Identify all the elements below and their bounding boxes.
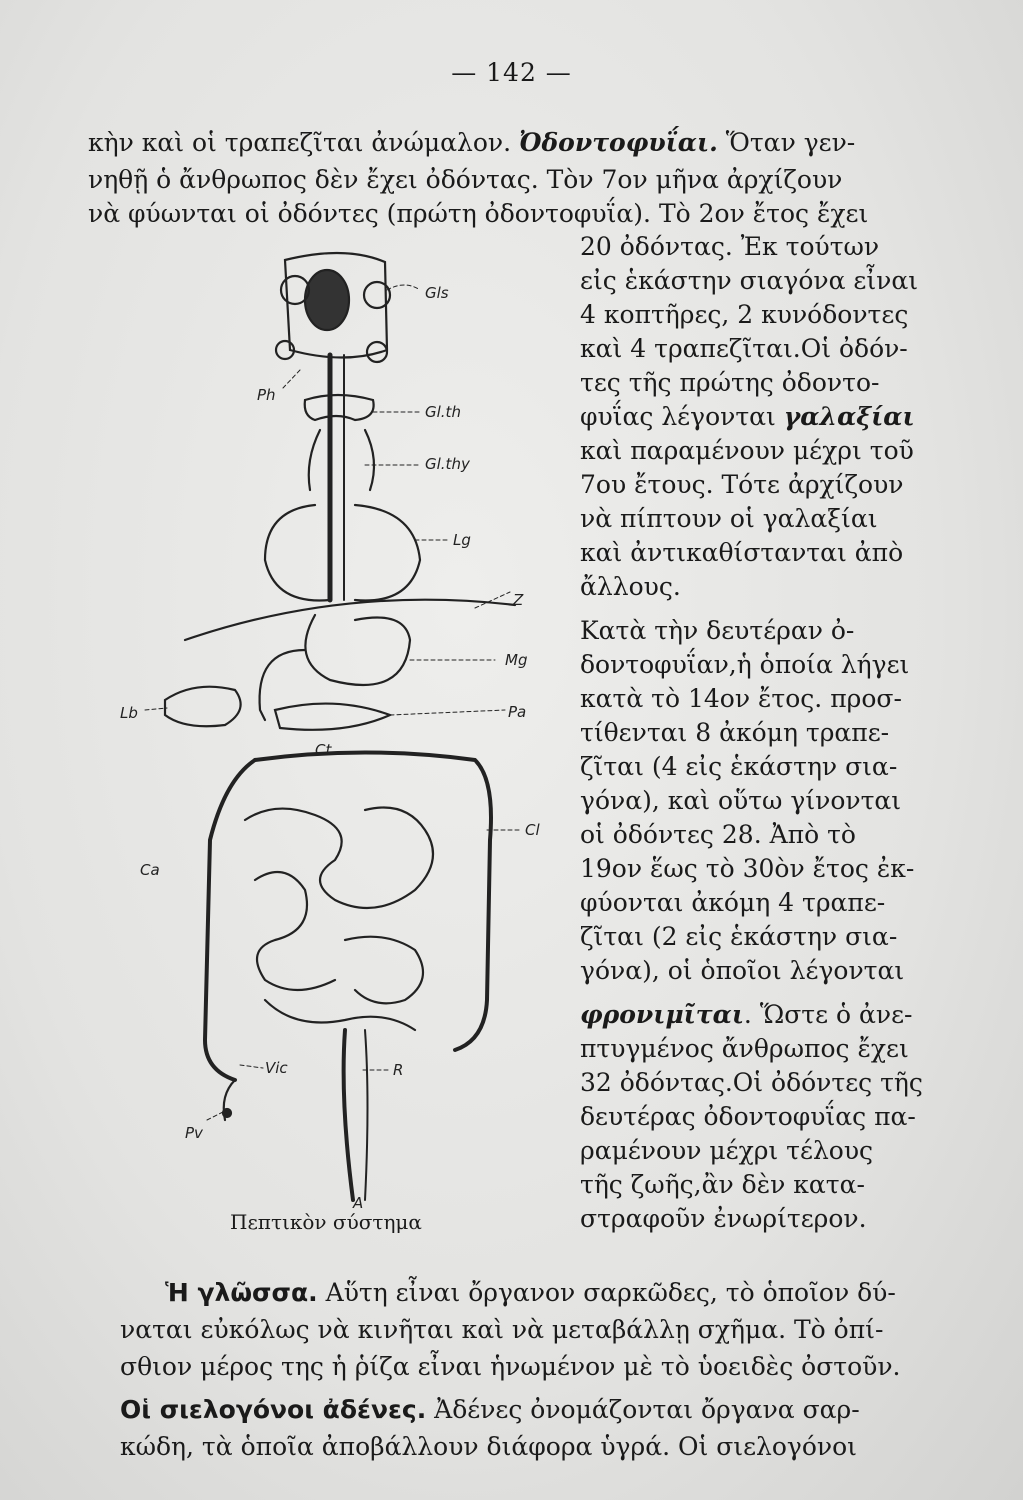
column-line: κατὰ τὸ 14ον ἔτος. προσ-: [580, 684, 902, 713]
column-line: καὶ ἀντικαθίστανται ἀπὸ: [580, 538, 904, 567]
column-line: καὶ παραμένουν μέχρι τοῦ: [580, 436, 914, 465]
column-line: εἰς ἑκάστην σιαγόνα εἶναι: [580, 266, 919, 295]
term-galaxiai: γαλαξίαι: [783, 402, 915, 431]
section-heading-odontofyiai: Ὀδοντοφυΐαι.: [519, 128, 718, 157]
label-mg: Mg: [505, 651, 528, 669]
digestive-system-illustration: [115, 240, 585, 1215]
bottom-line-4: [120, 1395, 860, 1425]
column-line: τες τῆς πρώτης ὀδοντο-: [580, 368, 880, 397]
label-lb: Lb: [120, 704, 138, 722]
figure-caption: Πεπτικὸν σύστημα: [230, 1210, 422, 1234]
label-r: R: [393, 1061, 404, 1079]
label-ph: Ph: [257, 386, 276, 404]
label-lg: Lg: [453, 531, 471, 549]
column-line: καὶ 4 τραπεζῖται.Οἱ ὀδόν-: [580, 334, 908, 363]
text-run: Αὕτη εἶναι ὄργανον σαρκῶδες, τὸ ὁποῖον δύ-: [317, 1278, 896, 1307]
text-run: φυΐας λέγονται: [580, 402, 784, 431]
text-run: Ὅταν γεν-: [717, 128, 856, 157]
label-cl: Cl: [525, 821, 540, 839]
column-line: [580, 402, 915, 432]
column-line: 4 κοπτῆρες, 2 κυνόδοντες: [580, 300, 909, 329]
label-ca: Ca: [140, 861, 160, 879]
label-pa: Pa: [508, 703, 527, 721]
section-heading-glossa: Ἡ γλῶσσα.: [165, 1278, 318, 1307]
column-line: στραφοῦν ἐνωρίτερον.: [580, 1204, 867, 1233]
bottom-line-2: ναται εὐκόλως νὰ κινῆται καὶ νὰ μεταβάλλῃ σχῆμα. Τὸ ὀπί-: [120, 1315, 884, 1344]
column-line: γόνα), οἱ ὁποῖοι λέγονται: [580, 956, 905, 985]
column-line: οἱ ὀδόντες 28. Ἀπὸ τὸ: [580, 820, 856, 849]
column-line: ζῖται (4 εἰς ἑκάστην σια-: [580, 752, 898, 781]
column-line: [580, 1000, 912, 1030]
column-line: δοντοφυΐαν,ἡ ὁποία λήγει: [580, 650, 910, 679]
label-glthy: Gl.thy: [425, 455, 470, 473]
column-line: Κατὰ τὴν δευτέραν ὀ-: [580, 616, 855, 645]
section-heading-sielogonoi: Οἱ σιελογόνοι ἀδένες.: [120, 1395, 427, 1424]
column-line: πτυγμένος ἄνθρωπος ἔχει: [580, 1034, 909, 1063]
column-line: νὰ πίπτουν οἱ γαλαξίαι: [580, 504, 878, 533]
intro-line-2: νηθῇ ὁ ἄνθρωπος δὲν ἔχει ὀδόντας. Τὸν 7ον μῆνα ἀρχίζουν: [88, 165, 843, 194]
column-line: ζῖται (2 εἰς ἑκάστην σια-: [580, 922, 898, 951]
column-line: γόνα), καὶ οὕτω γίνονται: [580, 786, 902, 815]
term-fronimitai: φρονιμῖται: [580, 1000, 744, 1029]
bottom-line-5: κώδη, τὰ ὁποῖα ἀποβάλλουν διάφορα ὑγρά. Οἱ σιελογόνοι: [120, 1432, 857, 1461]
label-vic: Vic: [265, 1059, 288, 1077]
intro-line-3: νὰ φύωνται οἱ ὀδόντες (πρώτη ὀδοντοφυΐα). Τὸ 2ον ἔτος ἔχει: [88, 199, 869, 228]
text-run: κὴν καὶ οἱ τραπεζῖται ἀνώμαλον.: [88, 128, 519, 157]
column-line: ραμένουν μέχρι τέλους: [580, 1136, 874, 1165]
bottom-line-1: [165, 1278, 896, 1308]
bottom-line-3: σθιον μέρος της ἡ ῥίζα εἶναι ἡνωμένον μὲ τὸ ὑοειδὲς ὀστοῦν.: [120, 1352, 901, 1381]
column-line: τίθενται 8 ἀκόμη τραπε-: [580, 718, 890, 747]
label-a: A: [353, 1194, 364, 1212]
column-line: 32 ὀδόντας.Οἱ ὀδόντες τῆς: [580, 1068, 923, 1097]
text-run: Ἀδένες ὀνομάζονται ὄργανα σαρ-: [426, 1395, 860, 1424]
intro-line-1: [88, 128, 855, 158]
column-line: δευτέρας ὀδοντοφυΐας πα-: [580, 1102, 916, 1131]
label-gls: Gls: [425, 284, 449, 302]
column-line: φύονται ἀκόμη 4 τραπε-: [580, 888, 886, 917]
column-line: 19ον ἕως τὸ 30ὸν ἔτος ἐκ-: [580, 854, 915, 883]
digestive-system-figure: [115, 240, 585, 1215]
column-line: τῆς ζωῆς,ἂν δὲν κατα-: [580, 1170, 865, 1199]
page-number: — 142 —: [451, 58, 572, 87]
column-line: 20 ὀδόντας. Ἐκ τούτων: [580, 232, 880, 261]
text-run: . Ὥστε ὁ ἀνε-: [743, 1000, 913, 1029]
label-pv: Pv: [185, 1124, 203, 1142]
column-line: ἄλλους.: [580, 572, 681, 601]
label-z: Z: [513, 591, 524, 609]
label-glth: Gl.th: [425, 403, 461, 421]
column-line: 7ου ἔτους. Τότε ἀρχίζουν: [580, 470, 904, 499]
label-ct: Ct: [315, 741, 332, 759]
